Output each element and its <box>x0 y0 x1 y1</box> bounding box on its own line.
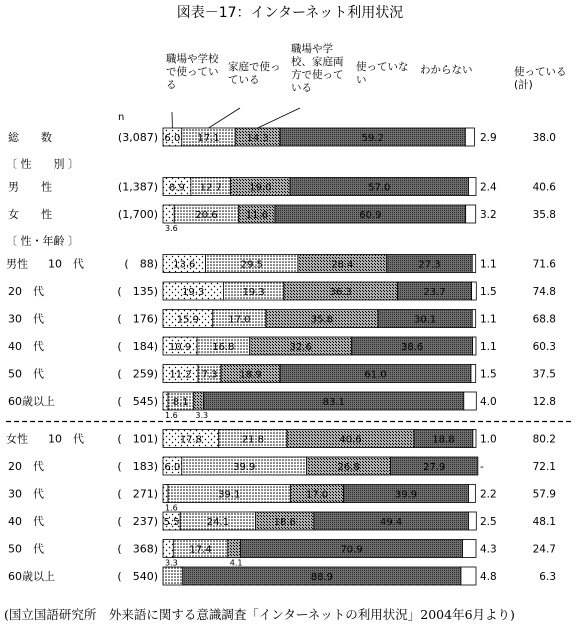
dont-know-value: 2.9 <box>480 132 497 144</box>
bar-segment-dont-know <box>471 365 476 383</box>
data-label-small: 3.3 <box>165 558 178 568</box>
bar-segment-dont-know <box>463 540 476 558</box>
row-n: ( 184) <box>117 340 158 353</box>
bar-row <box>8 512 556 530</box>
data-label: 83.1 <box>322 397 345 408</box>
row-label: 50 代 <box>8 542 44 556</box>
chart-rows <box>6 128 574 585</box>
data-label: 59.2 <box>361 133 384 144</box>
row-label: 女 性 <box>8 208 52 221</box>
legend-label-dont-know: わからない <box>420 64 473 76</box>
data-label-small: 1.6 <box>165 503 178 513</box>
bar-row <box>8 282 556 300</box>
bar-segment-both <box>228 540 241 558</box>
total-value: 72.1 <box>532 461 556 473</box>
legend-label-both: 校、家庭両 <box>291 56 344 68</box>
dont-know-value: - <box>480 461 484 473</box>
data-label: 21.8 <box>241 434 264 446</box>
bar-row <box>8 567 556 585</box>
total-value: 48.1 <box>532 516 556 528</box>
data-label: 6.0 <box>164 462 181 473</box>
dont-know-value: 1.5 <box>480 286 497 298</box>
row-label: 総 数 <box>8 131 52 144</box>
data-label-small: 1.6 <box>165 411 178 420</box>
data-label: 23.7 <box>423 287 446 298</box>
data-label: 7.3 <box>201 369 218 381</box>
data-label: 19.0 <box>249 182 272 194</box>
row-label: 40 代 <box>8 340 44 353</box>
data-label: 70.9 <box>340 544 363 556</box>
data-label: 39.9 <box>394 489 418 501</box>
data-label-small: 3.6 <box>165 224 178 233</box>
data-label: 28.4 <box>331 259 354 271</box>
bar-row <box>8 128 556 146</box>
data-label: 8.9 <box>168 182 185 194</box>
total-value: 57.9 <box>532 488 556 501</box>
bar-segment-dont-know <box>472 255 475 273</box>
data-label: 39.9 <box>233 462 256 473</box>
dont-know-value: 1.0 <box>480 433 497 446</box>
total-value: 37.5 <box>532 368 556 381</box>
data-label-small: 4.1 <box>229 558 243 568</box>
row-n: ( 101) <box>117 432 158 446</box>
section-header: 〔 性・年齢 〕 <box>6 234 79 248</box>
dont-know-value: 4.3 <box>480 543 497 556</box>
group-label: 女性 <box>6 432 28 446</box>
dont-know-value: 2.4 <box>480 181 497 194</box>
dont-know-value: 1.1 <box>480 341 497 353</box>
data-label: 13.6 <box>173 259 196 271</box>
bar-segment-dont-know <box>468 512 476 530</box>
data-label: 32.6 <box>289 342 312 353</box>
bar-row <box>8 310 556 328</box>
data-label: 11.2 <box>169 369 192 381</box>
data-label: 27.3 <box>418 259 441 271</box>
data-label-small: 3.3 <box>195 411 209 420</box>
row-label: 60歳以上 <box>8 395 55 408</box>
row-n: (3,087) <box>117 131 158 144</box>
data-label: 11.6 <box>245 210 269 221</box>
data-label: 35.8 <box>310 314 334 326</box>
data-label: 18.8 <box>432 434 455 446</box>
row-label: 30 代 <box>8 487 44 501</box>
total-value: 6.3 <box>539 571 556 583</box>
data-label: 60.9 <box>359 210 382 221</box>
data-label: 15.9 <box>176 314 200 326</box>
bar-segment-both <box>193 392 203 410</box>
data-label: 17.1 <box>197 133 220 144</box>
bar-row <box>8 365 556 383</box>
total-value: 60.3 <box>532 341 556 353</box>
section-header: 〔 性 別 〕 <box>6 157 79 171</box>
total-value: 71.6 <box>532 258 556 271</box>
group-label: 男性 <box>6 257 28 271</box>
data-label: 57.0 <box>368 182 391 194</box>
bar-row <box>6 430 556 448</box>
legend-label-both: 方で使って <box>291 69 344 81</box>
legend-label-both: いる <box>291 82 312 94</box>
data-label: 29.5 <box>240 259 263 271</box>
bar-row <box>8 337 556 355</box>
row-label: 10 代 <box>48 432 84 446</box>
data-label: 8.1 <box>172 397 189 408</box>
bar-row <box>8 540 556 568</box>
data-label: 49.4 <box>380 517 403 528</box>
bar-segment-dont-know <box>465 128 474 146</box>
bar-segment-dont-know <box>473 430 476 448</box>
bar-segment-work-school <box>163 392 168 410</box>
row-n: ( 545) <box>117 395 158 408</box>
row-n: (1,700) <box>117 208 158 221</box>
data-label: 5.5 <box>163 517 180 528</box>
bar-segment-work-school <box>163 485 168 503</box>
legend-label-work-school: 職場や学校 <box>166 53 219 65</box>
bar-segment-dont-know <box>464 392 477 410</box>
bar-row <box>8 485 556 513</box>
data-label: 19.3 <box>182 287 205 298</box>
legend-leader-line <box>209 108 240 128</box>
data-label: 12.7 <box>199 182 222 194</box>
data-label: 20.6 <box>195 210 218 221</box>
bar-segment-dont-know <box>466 205 476 223</box>
total-value: 38.0 <box>532 132 556 144</box>
legend-label-not-using: 使っていな <box>356 61 409 73</box>
data-label: 88.9 <box>310 572 333 583</box>
bar-segment-dont-know <box>468 485 475 503</box>
total-value: 74.8 <box>532 286 556 298</box>
data-label: 16.8 <box>212 342 235 353</box>
data-label: 38.6 <box>401 342 424 353</box>
dont-know-value: 3.2 <box>480 209 497 221</box>
legend-label-work-school: る <box>166 79 177 91</box>
total-column-header: (計) <box>514 79 533 91</box>
legend <box>118 42 567 128</box>
bar-row <box>6 255 556 273</box>
row-n: ( 183) <box>117 460 158 473</box>
dont-know-value: 2.5 <box>480 516 497 528</box>
bar-segment-dont-know <box>472 310 475 328</box>
row-n: ( 271) <box>117 487 158 501</box>
total-value: 24.7 <box>532 543 556 556</box>
bar-row <box>8 178 556 196</box>
legend-label-home: ている <box>228 74 260 86</box>
bar-segment-dont-know <box>472 282 477 300</box>
row-label: 20 代 <box>8 285 44 298</box>
bar-row <box>8 392 556 420</box>
legend-label-work-school: で使ってい <box>166 66 219 78</box>
data-label: 27.9 <box>423 462 446 473</box>
bar-segment-work-school <box>163 205 174 223</box>
bar-segment-dont-know <box>468 178 476 196</box>
total-value: 40.6 <box>532 181 556 194</box>
data-label: 40.6 <box>339 434 362 446</box>
bar-row <box>8 205 556 233</box>
row-label: 10 代 <box>48 257 84 271</box>
dont-know-value: 1.1 <box>480 313 497 326</box>
row-n: ( 135) <box>117 285 158 298</box>
row-label: 20 代 <box>8 460 44 473</box>
data-label: 26.8 <box>337 462 360 473</box>
row-n: ( 259) <box>117 367 158 381</box>
bar-segment-home <box>163 567 183 585</box>
bar-segment-dont-know <box>461 567 476 585</box>
data-label: 14.3 <box>246 133 269 144</box>
data-label: 18.6 <box>273 517 296 528</box>
data-label: 10.9 <box>168 342 192 353</box>
row-label: 30 代 <box>8 312 44 326</box>
row-label: 男 性 <box>8 180 52 194</box>
total-value: 35.8 <box>532 209 556 221</box>
row-n: ( 540) <box>117 570 158 583</box>
total-column-header: 使っている <box>514 66 567 78</box>
row-label: 50 代 <box>8 367 44 381</box>
dont-know-value: 4.0 <box>480 396 497 408</box>
dont-know-value: 1.1 <box>480 258 497 271</box>
chart-title: 図表－17：インターネット利用状況 <box>176 5 404 21</box>
data-label: 24.1 <box>206 517 230 528</box>
legend-label-home: 家庭で使っ <box>228 61 281 73</box>
data-label: 17.8 <box>179 434 202 446</box>
row-label: 40 代 <box>8 515 44 528</box>
legend-label-both: 職場や学 <box>291 43 333 55</box>
legend-leader-line <box>258 108 300 128</box>
dont-know-value: 1.5 <box>480 368 497 381</box>
total-value: 80.2 <box>532 433 556 446</box>
bar-row <box>8 457 556 475</box>
data-label: 17.0 <box>228 314 251 326</box>
data-label: 36.3 <box>329 287 352 298</box>
row-n: ( 88) <box>124 257 158 271</box>
dont-know-value: 2.2 <box>480 488 497 501</box>
data-label: 19.3 <box>242 287 265 298</box>
data-label: 17.4 <box>189 544 212 556</box>
total-value: 12.8 <box>532 396 556 408</box>
data-label: 6.0 <box>164 133 181 144</box>
dont-know-value: 4.8 <box>480 571 497 583</box>
row-n: ( 368) <box>117 542 158 556</box>
n-column-header: n <box>118 112 125 123</box>
source-footnote: (国立国語研究所 外来語に関する意識調査「インターネットの利用状況」2004年6月より) <box>4 607 515 622</box>
bar-segment-dont-know <box>473 337 476 355</box>
bar-segment-work-school <box>163 540 173 558</box>
row-label: 60歳以上 <box>8 570 55 583</box>
row-n: ( 237) <box>117 515 158 528</box>
data-label: 17.0 <box>305 489 329 501</box>
legend-label-not-using: い <box>356 74 367 86</box>
row-n: ( 176) <box>117 312 158 326</box>
data-label: 30.1 <box>414 314 437 326</box>
data-label: 61.0 <box>364 369 387 381</box>
data-label: 39.1 <box>218 489 241 501</box>
data-label: 18.9 <box>239 369 262 381</box>
row-n: (1,387) <box>117 180 158 194</box>
total-value: 68.8 <box>532 313 556 326</box>
